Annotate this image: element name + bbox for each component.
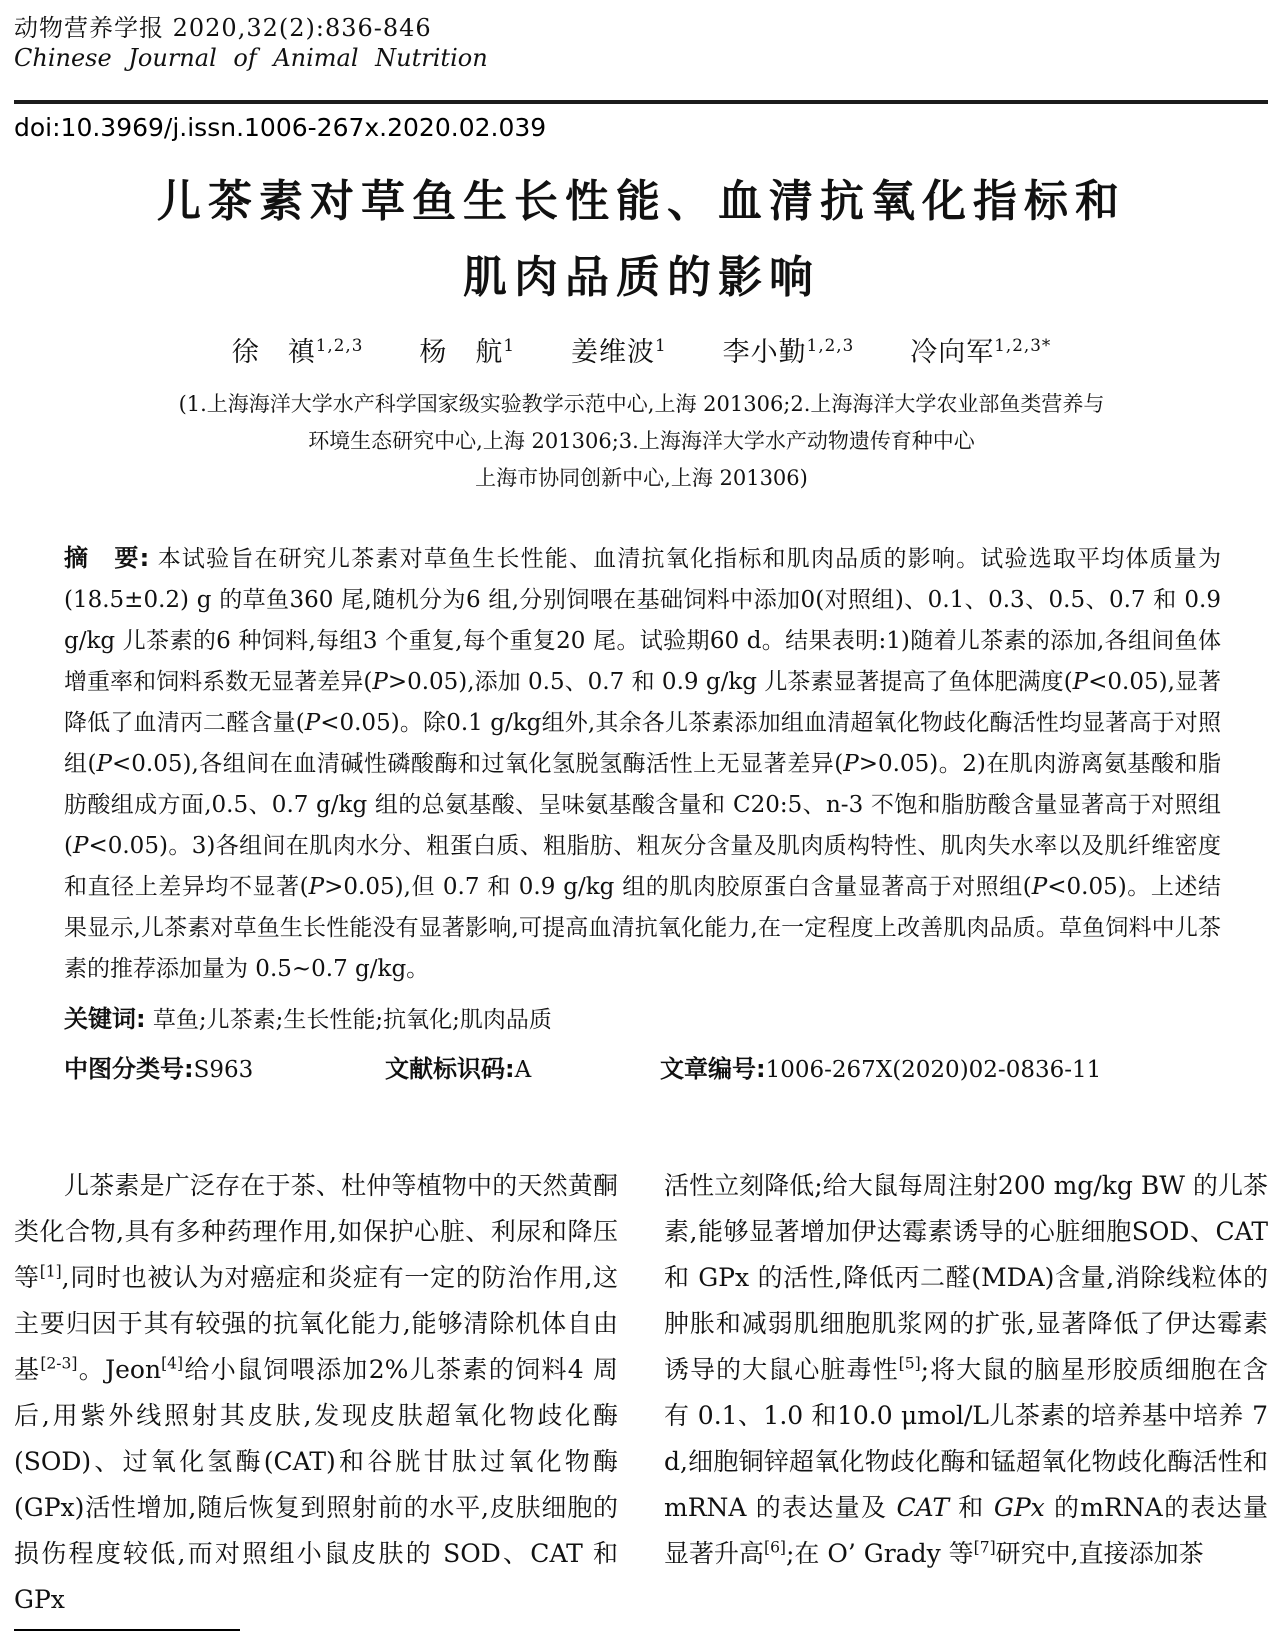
article-id-label: 文章编号: <box>660 1055 766 1083</box>
paper-title <box>0 164 1283 316</box>
authors-line: 徐 禛$^{1,2,3}$ 杨 航$^1$ 姜维波$^1$ 李小勤$^{1,2,3}$ 冷向军$^{1,2,3*}$ <box>231 335 1052 368</box>
paper-title-line2: 肌肉品质的影响 <box>463 252 820 303</box>
document-code-label: 文献标识码: <box>385 1055 515 1083</box>
keywords-line: 关键词: 草鱼;儿茶素;生长性能;抗氧化;肌肉品质 <box>64 1005 552 1033</box>
paper-title-line1: 儿茶素对草鱼生长性能、血清抗氧化指标和 <box>157 176 1126 227</box>
abstract-paragraph: 摘 要: 本试验旨在研究儿茶素对草鱼生长性能、血清抗氧化指标和肌肉品质的影响。试验选取平均体质量为(18.5±0.2) g 的草鱼360 尾,随机分为6 组,分别饲喂在基础饲料中添加0(对照组)、0.1、0.3、0.5、0.7 和 0.9 g/kg 儿茶素的6 种饲料,每组3 个重复,每个重复20 尾。试验期60 d。结果表明:1)随着儿茶素的添加,各组间鱼体增重率和饲料系数无显著差异(P>0.05),添加 0.5、0.7 和 0.9 g/kg 儿茶素显著提高了鱼体肥满度(P<0.05),显著降低了血清丙二醛含量(P<0.05)。除0.1 g/kg组外,其余各儿茶素添加组血清超氧化物歧化酶活性均显著高于对照组(P<0.05),各组间在血清碱性磷酸酶和过氧化氢脱氢酶活性上无显著差异(P>0.05)。2)在肌肉游离氨基酸和脂肪酸组成方面,0.5、0.7 g/kg 组的总氨基酸、呈味氨基酸含量和 C20:5、n-3 不饱和脂肪酸含量显著高于对照组(P<0.05)。3)各组间在肌肉水分、粗蛋白质、粗脂肪、粗灰分含量及肌肉质构特性、肌肉失水率以及肌纤维密度和直径上差异均不显著(P>0.05),但 0.7 和 0.9 g/kg 组的肌肉胶原蛋白含量显著高于对照组(P<0.05)。上述结果显示,儿茶素对草鱼生长性能没有显著影响,可提高血清抗氧化能力,在一定程度上改善肌肉品质。草鱼饲料中儿茶素的推荐添加量为 0.5~0.7 g/kg。 <box>64 544 1221 982</box>
affiliations <box>0 386 1283 497</box>
clc-number <box>64 1048 253 1091</box>
intro-paragraph-right: 活性立刻降低;给大鼠每周注射200 mg/kg BW 的儿茶素,能够显著增加伊达霉素诱导的心脏细胞SOD、CAT 和 GPx 的活性,降低丙二醛(MDA)含量,消除线粒体的肿胀和减弱肌细胞肌浆网的扩张,显著降低了伊达霉素诱导的大鼠心脏毒性[5];将大鼠的脑星形胶质细胞在含有 0.1、1.0 和10.0 μmol/L儿茶素的培养基中培养 7 d,细胞铜锌超氧化物歧化酶和锰超氧化物歧化酶活性和mRNA 的表达量及 CAT 和 GPx 的mRNA的表达量显著升高[6];在 O’ Grady 等[7]研究中,直接添加茶 <box>664 1171 1268 1568</box>
intro-paragraph-left: 儿茶素是广泛存在于茶、杜仲等植物中的天然黄酮类化合物,具有多种药理作用,如保护心脏、利尿和降压等[1],同时也被认为对癌症和炎症有一定的防治作用,这主要归因于其有较强的抗氧化能力,能够清除机体自由基[2-3]。Jeon[4]给小鼠饲喂添加2%儿茶素的饲料4 周后,用紫外线照射其皮肤,发现皮肤超氧化物歧化酶(SOD)、过氧化氢酶(CAT)和谷胱甘肽过氧化物酶(GPx)活性增加,随后恢复到照射前的水平,皮肤细胞的损伤程度较低,而对照组小鼠皮肤的 SOD、CAT 和 GPx <box>14 1171 618 1614</box>
body-column-right <box>664 1163 1268 1629</box>
clc-label: 中图分类号: <box>64 1055 194 1083</box>
article-id-value: 1006-267X(2020)02-0836-11 <box>765 1057 1102 1083</box>
classification-line <box>64 1048 1221 1090</box>
affiliation-line: 上海市协同创新中心,上海 201306) <box>475 466 808 490</box>
front-matter <box>64 538 1221 1090</box>
article-id <box>660 1048 1101 1091</box>
footnote-divider <box>14 1629 240 1631</box>
clc-value: S963 <box>193 1057 254 1083</box>
document-code <box>385 1048 531 1091</box>
journal-name-cn: 动物营养学报 2020,32(2):836-846 <box>14 14 432 42</box>
affiliation-line: (1.上海海洋大学水产科学国家级实验教学示范中心,上海 201306;2.上海海洋大学农业部鱼类营养与 <box>178 392 1105 416</box>
header-divider <box>14 100 1268 104</box>
body-column-left <box>14 1163 618 1629</box>
affiliation-line: 环境生态研究中心,上海 201306;3.上海海洋大学水产动物遗传育种中心 <box>308 429 975 453</box>
journal-name-en: Chinese Journal of Animal Nutrition <box>14 44 488 72</box>
document-code-value: A <box>514 1057 532 1083</box>
doi: doi:10.3969/j.issn.1006-267x.2020.02.039 <box>14 113 547 142</box>
